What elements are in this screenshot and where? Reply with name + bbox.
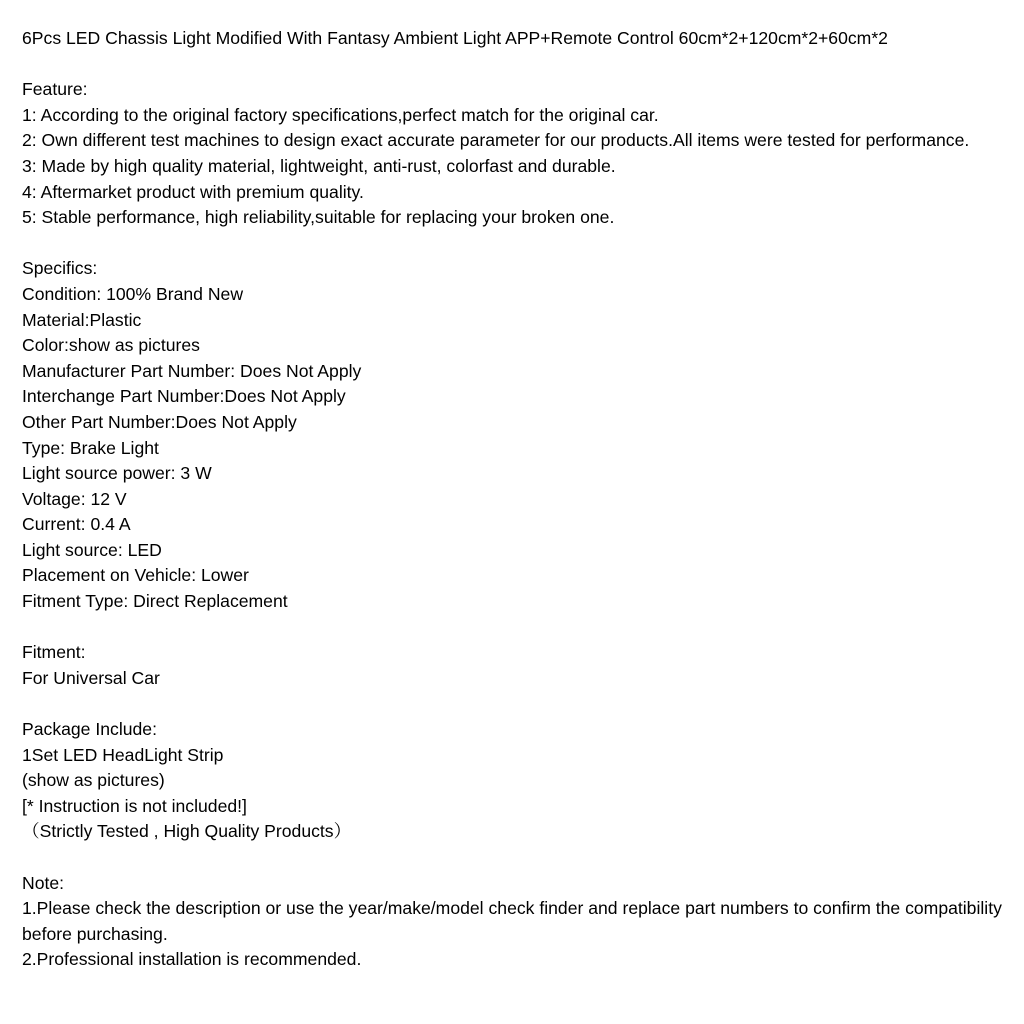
text-line: 3: Made by high quality material, lightweight, anti-rust, colorfast and durable. <box>22 155 616 176</box>
text-line: Type: Brake Light <box>22 437 159 458</box>
text-line: Color:show as pictures <box>22 335 200 356</box>
text-line: 1: According to the original factory specifications,perfect match for the original car. <box>22 104 659 125</box>
text-line: （Strictly Tested , High Quality Products） <box>22 821 352 842</box>
text-line: Fitment Type: Direct Replacement <box>22 591 288 612</box>
text-line: Material:Plastic <box>22 309 142 330</box>
section-note <box>22 871 1008 973</box>
text-line: (show as pictures) <box>22 770 165 791</box>
text-line: For Universal Car <box>22 667 160 688</box>
text-line: 1Set LED HeadLight Strip <box>22 744 224 765</box>
text-line: Light source: LED <box>22 539 162 560</box>
text-line: 2.Professional installation is recommended. <box>22 949 362 970</box>
section-lines <box>22 666 1008 692</box>
text-line: Manufacturer Part Number: Does Not Apply <box>22 360 362 381</box>
text-line: Voltage: 12 V <box>22 488 127 509</box>
section-lines <box>22 282 1008 615</box>
text-line: 4: Aftermarket product with premium quality. <box>22 181 364 202</box>
section-specifics <box>22 256 1008 614</box>
section-heading: Fitment: <box>22 642 86 663</box>
text-line: [* Instruction is not included!] <box>22 795 247 816</box>
text-line: Light source power: 3 W <box>22 463 212 484</box>
product-title: 6Pcs LED Chassis Light Modified With Fantasy Ambient Light APP+Remote Control 60cm*2+120cm*2+60cm*2 <box>22 28 888 48</box>
section-heading: Feature: <box>22 79 88 100</box>
section-heading: Note: <box>22 872 65 893</box>
section-lines <box>22 896 1008 973</box>
text-line: Interchange Part Number:Does Not Apply <box>22 386 346 407</box>
section-package-include <box>22 717 1008 845</box>
text-line: Placement on Vehicle: Lower <box>22 565 249 586</box>
section-heading: Specifics: <box>22 258 98 279</box>
section-heading: Package Include: <box>22 719 157 740</box>
text-line: Condition: 100% Brand New <box>22 283 244 304</box>
text-line: Other Part Number:Does Not Apply <box>22 411 297 432</box>
section-lines <box>22 103 1008 231</box>
text-line: 5: Stable performance, high reliability,suitable for replacing your broken one. <box>22 207 615 228</box>
text-line: 2: Own different test machines to design exact accurate parameter for our products.All items were tested for performance. <box>22 130 970 151</box>
text-line: 1.Please check the description or use the year/make/model check finder and replace part numbers to confirm the compatibility before purchasing. <box>22 898 1002 944</box>
text-line: Current: 0.4 A <box>22 514 131 535</box>
section-lines <box>22 743 1008 845</box>
section-fitment <box>22 640 1008 691</box>
section-feature <box>22 77 1008 231</box>
